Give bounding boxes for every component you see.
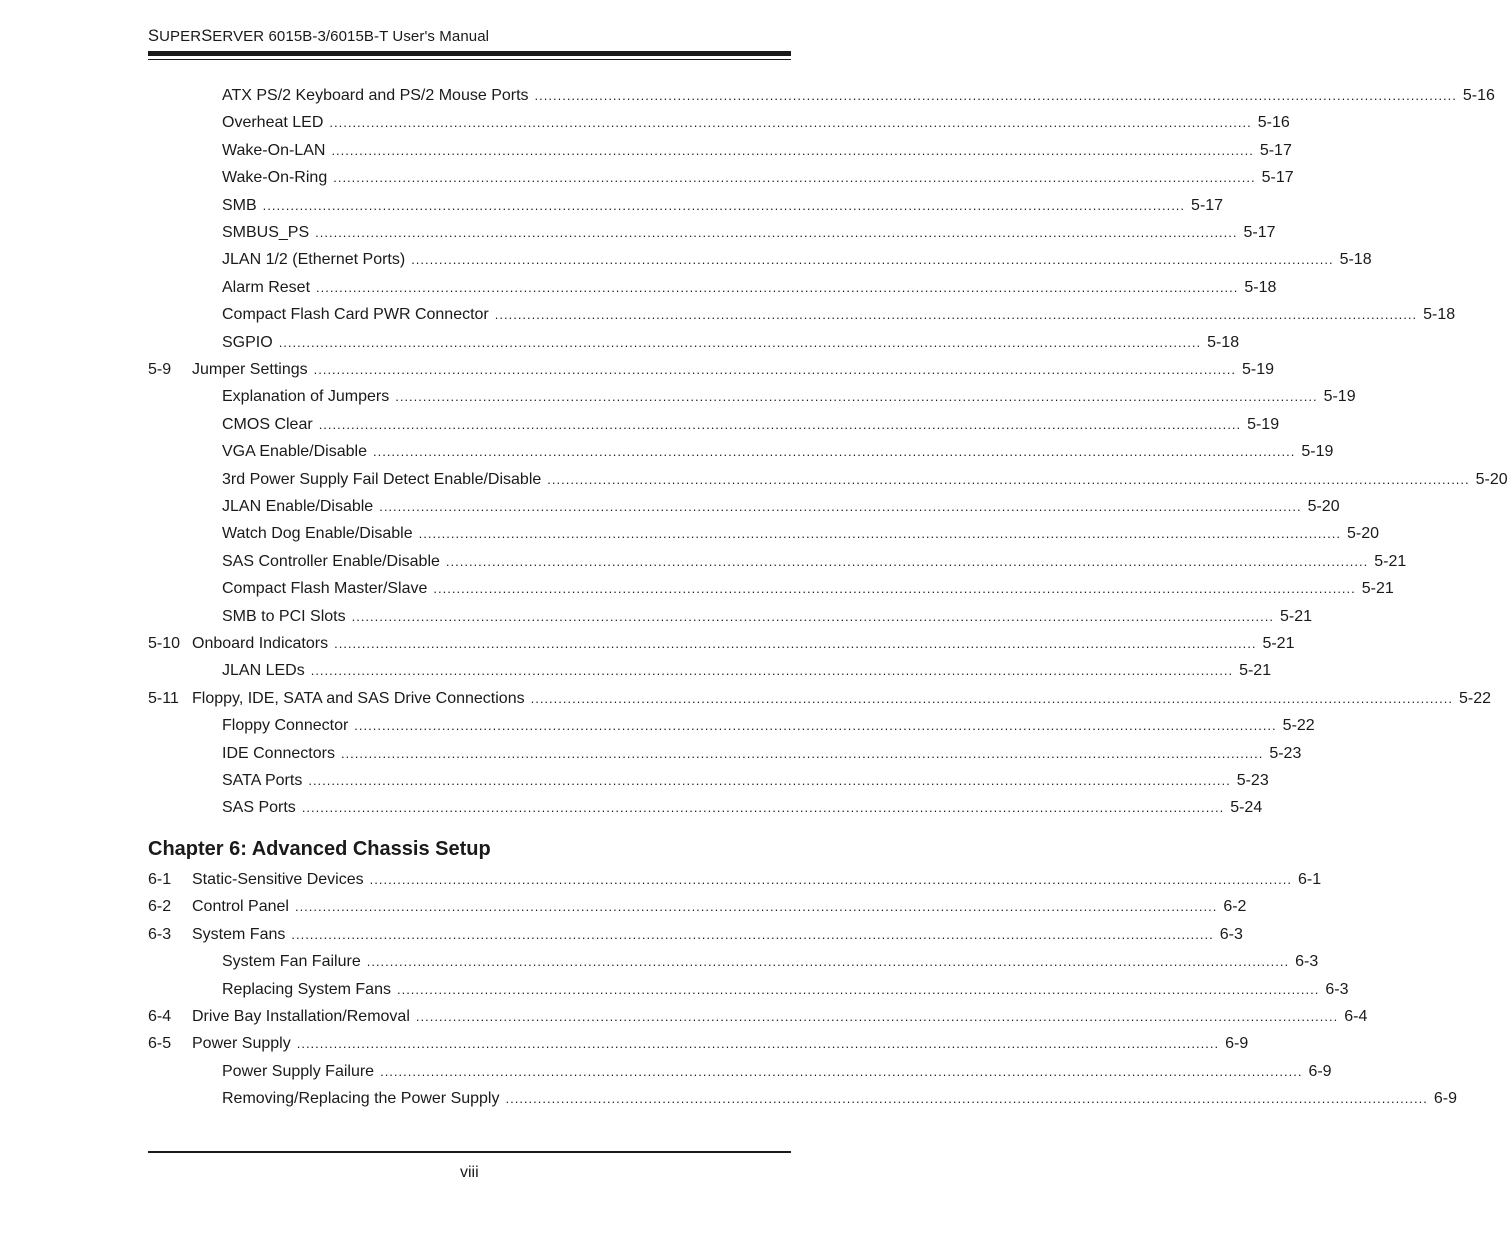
dot-leader: ........................................................................................................................................................................................................ (262, 197, 1186, 213)
header-title-rest: 6015B-3/6015B-T User's Manual (264, 28, 490, 45)
dot-leader: ........................................................................................................................................................................................................ (530, 690, 1453, 706)
toc-entry-line (222, 712, 1315, 739)
toc-entry-line (222, 466, 1508, 493)
toc-entry-page: 6-9 (1433, 1090, 1457, 1108)
toc-entry-page: 5-18 (1423, 306, 1456, 324)
dot-leader: ........................................................................................................................................................................................................ (369, 872, 1292, 887)
header-rule-thick (148, 51, 791, 56)
toc-entry[interactable] (148, 794, 1263, 821)
toc-entry-title: Onboard Indicators (192, 635, 329, 652)
toc-entry-page: 6-1 (1298, 871, 1322, 888)
header-smallcaps-1: UPER (159, 28, 202, 45)
toc-entry-title: SAS Ports (222, 799, 296, 817)
toc-entry-page: 5-20 (1347, 525, 1380, 543)
toc-entry-page: 6-3 (1295, 953, 1319, 971)
toc-entry[interactable] (148, 493, 1340, 520)
dot-leader: ........................................................................................................................................................................................................ (534, 88, 1457, 103)
toc-entry-line (222, 383, 1356, 410)
toc-entry-page: 6-2 (1223, 898, 1247, 916)
dot-leader: ........................................................................................................................................................................................................ (291, 926, 1214, 942)
dot-leader: ........................................................................................................................................................................................................ (547, 471, 1470, 487)
dot-leader: ........................................................................................................................................................................................................ (380, 1063, 1303, 1079)
toc-entry-line (222, 548, 1407, 575)
toc-entry[interactable] (148, 548, 1407, 575)
toc-entry-line (222, 246, 1372, 273)
toc-entry-title: Wake-On-LAN (222, 141, 326, 159)
toc-entry-line (222, 657, 1272, 684)
toc-entry-page: 5-19 (1241, 361, 1275, 378)
toc-entry[interactable] (148, 657, 1272, 684)
dot-leader: ........................................................................................................................................................................................................ (316, 279, 1239, 295)
chapter-heading: Chapter 6: Advanced Chassis Setup (148, 838, 491, 860)
dot-leader: ........................................................................................................................................................................................................ (411, 252, 1334, 268)
dot-leader: ........................................................................................................................................................................................................ (505, 1091, 1428, 1107)
toc-entry[interactable] (148, 438, 1334, 465)
toc-entry-line (192, 866, 1322, 893)
toc-entry-title: ATX PS/2 Keyboard and PS/2 Mouse Ports (222, 87, 529, 104)
toc-entry-title: VGA Enable/Disable (222, 443, 367, 461)
toc-entry-title: JLAN 1/2 (Ethernet Ports) (222, 251, 406, 269)
toc-entry[interactable] (148, 1085, 1457, 1112)
toc-entry-page: 5-17 (1261, 169, 1294, 187)
toc-entry-line (222, 192, 1224, 219)
toc-entry[interactable] (148, 466, 1508, 493)
toc-entry[interactable] (148, 520, 1380, 547)
toc-entry-page: 5-20 (1307, 498, 1340, 515)
toc-entry[interactable] (148, 767, 1269, 794)
toc-entry-line (192, 1030, 1249, 1057)
toc-entry-line (222, 603, 1312, 630)
toc-entry[interactable] (148, 685, 1491, 712)
dot-leader: ........................................................................................................................................................................................................ (334, 636, 1257, 651)
toc-entry[interactable] (148, 740, 1302, 767)
toc-entry-line (222, 1058, 1332, 1085)
toc-entry[interactable] (148, 109, 1290, 136)
toc-entry-page: 5-16 (1462, 87, 1495, 104)
toc-entry-line (192, 893, 1247, 920)
toc-entry-page: 5-21 (1239, 662, 1272, 680)
toc-entry[interactable] (148, 575, 1394, 602)
toc-entry-line (222, 301, 1456, 328)
toc-entry-title: CMOS Clear (222, 415, 313, 433)
toc-entry-page: 6-3 (1325, 980, 1349, 998)
dot-leader: ........................................................................................................................................................................................................ (318, 416, 1242, 432)
toc-entry-title: SMBUS_PS (222, 224, 310, 241)
toc-entry-line (222, 575, 1394, 602)
dot-leader: ........................................................................................................................................................................................................ (333, 170, 1256, 186)
toc-entry-line (222, 493, 1340, 520)
dot-leader: ........................................................................................................................................................................................................ (310, 663, 1234, 679)
toc-entry-page: 5-19 (1323, 388, 1356, 406)
dot-leader: ........................................................................................................................................................................................................ (366, 954, 1290, 970)
toc-entry-page: 5-18 (1244, 278, 1277, 296)
dot-leader: ........................................................................................................................................................................................................ (301, 800, 1225, 816)
dot-leader: ........................................................................................................................................................................................................ (351, 608, 1274, 624)
dot-leader: ........................................................................................................................................................................................................ (494, 307, 1418, 323)
toc-entry-title: Jumper Settings (192, 361, 308, 378)
toc-entry-page: 5-22 (1282, 717, 1315, 735)
toc-entry-title: JLAN LEDs (222, 662, 305, 680)
toc-entry-page: 5-17 (1191, 196, 1224, 214)
toc-entry[interactable] (148, 712, 1315, 739)
toc-entry-page: 5-23 (1236, 772, 1269, 789)
toc-entry-page: 5-22 (1458, 689, 1491, 707)
toc-entry-title: SATA Ports (222, 772, 303, 789)
toc-entry-title: Alarm Reset (222, 278, 311, 296)
dot-leader: ........................................................................................................................................................................................................ (433, 581, 1356, 597)
toc-entry-page: 5-21 (1361, 580, 1394, 598)
toc-entry[interactable] (148, 893, 1247, 920)
page-number: viii (460, 1164, 479, 1181)
toc-entry-title: Watch Dog Enable/Disable (222, 525, 413, 543)
toc-entry-page: 5-20 (1475, 470, 1508, 488)
toc-entry[interactable] (148, 383, 1356, 410)
toc-entry-title: SGPIO (222, 333, 273, 351)
toc-entry-line (192, 1003, 1368, 1030)
toc-entry-title: Floppy, IDE, SATA and SAS Drive Connections (192, 689, 525, 707)
toc-entry-line (222, 137, 1292, 164)
toc-entry-page: 5-17 (1243, 224, 1276, 241)
toc-entry-title: Explanation of Jumpers (222, 388, 390, 406)
toc-entry-number: 6-4 (148, 1008, 172, 1025)
toc-entry-number: 6-5 (148, 1035, 172, 1053)
toc-entry-line (222, 219, 1276, 246)
dot-leader: ........................................................................................................................................................................................................ (340, 745, 1264, 761)
dot-leader: ........................................................................................................................................................................................................ (396, 981, 1320, 997)
toc-entry-line (222, 948, 1319, 975)
toc-entry-title: Control Panel (192, 898, 289, 916)
dot-leader: ........................................................................................................................................................................................................ (415, 1009, 1339, 1024)
toc-entry-line (192, 630, 1295, 657)
dot-leader: ........................................................................................................................................................................................................ (308, 773, 1231, 788)
toc-entry-number: 6-3 (148, 925, 172, 943)
toc-entry-title: System Fan Failure (222, 953, 361, 971)
toc-entry-title: SMB to PCI Slots (222, 607, 346, 625)
toc-entry[interactable] (148, 301, 1456, 328)
toc-entry-page: 5-21 (1374, 552, 1407, 570)
toc-entry[interactable] (148, 164, 1294, 191)
dot-leader: ........................................................................................................................................................................................................ (418, 526, 1341, 542)
toc-entry-line (222, 520, 1380, 547)
toc-entry[interactable] (148, 192, 1224, 219)
toc-entry-title: Power Supply (192, 1035, 291, 1053)
toc-entry-line (222, 1085, 1457, 1112)
toc-entry-title: Static-Sensitive Devices (192, 871, 364, 888)
footer-rule (148, 1151, 791, 1153)
toc-entry[interactable] (148, 866, 1322, 893)
toc-entry-title: Wake-On-Ring (222, 169, 328, 187)
header-initial-2: S (201, 27, 213, 45)
toc-entry-page: 5-24 (1230, 799, 1263, 817)
toc-entry-page: 5-23 (1269, 744, 1302, 762)
toc-entry-number: 5-9 (148, 361, 172, 378)
toc-entry-title: IDE Connectors (222, 744, 335, 762)
toc-entry-line (222, 164, 1294, 191)
toc-entry[interactable] (148, 1030, 1249, 1057)
toc-entry-line (222, 329, 1240, 356)
toc-entry[interactable] (148, 921, 1243, 948)
toc-entry[interactable] (148, 246, 1372, 273)
toc-entry[interactable] (148, 219, 1276, 246)
dot-leader: ........................................................................................................................................................................................................ (329, 115, 1252, 131)
dot-leader: ........................................................................................................................................................................................................ (372, 444, 1296, 460)
toc-entry-line (192, 356, 1275, 383)
dot-leader: ........................................................................................................................................................................................................ (313, 362, 1236, 377)
toc-entry-page: 6-9 (1308, 1062, 1332, 1080)
dot-leader: ........................................................................................................................................................................................................ (315, 225, 1238, 240)
toc-entry[interactable] (148, 948, 1319, 975)
toc-entry-number: 6-1 (148, 871, 172, 888)
dot-leader: ........................................................................................................................................................................................................ (294, 899, 1218, 915)
toc-entry[interactable] (148, 1003, 1368, 1030)
toc-entry-page: 5-16 (1257, 114, 1290, 132)
toc-entry[interactable] (148, 603, 1312, 630)
toc-entry-line (192, 685, 1491, 712)
toc-entry-title: System Fans (192, 925, 286, 943)
dot-leader: ........................................................................................................................................................................................................ (354, 718, 1277, 734)
toc-entry-title: JLAN Enable/Disable (222, 498, 374, 515)
toc-entry-page: 6-9 (1225, 1035, 1249, 1053)
toc-entry-number: 5-10 (148, 635, 181, 652)
toc-entry-page: 5-21 (1279, 607, 1312, 625)
toc-entry-title: SMB (222, 196, 257, 214)
dot-leader: ........................................................................................................................................................................................................ (445, 553, 1369, 569)
toc-entry-page: 5-18 (1339, 251, 1372, 269)
toc-entry-number: 6-2 (148, 898, 172, 916)
toc-entry-page: 6-3 (1219, 925, 1243, 943)
dot-leader: ........................................................................................................................................................................................................ (395, 389, 1318, 405)
header-rule-thin (148, 59, 791, 60)
toc-entry-title: Overheat LED (222, 114, 324, 132)
toc-entry[interactable] (148, 411, 1280, 438)
dot-leader: ........................................................................................................................................................................................................ (296, 1036, 1220, 1052)
toc-entry-title: Power Supply Failure (222, 1062, 375, 1080)
toc-entry-number: 5-11 (148, 689, 179, 707)
toc-entry-line (222, 740, 1302, 767)
toc-entry-line (222, 767, 1269, 794)
dot-leader: ........................................................................................................................................................................................................ (331, 142, 1254, 158)
toc-entry[interactable] (148, 630, 1295, 657)
toc-entry-page: 5-18 (1207, 333, 1240, 351)
toc-entry-title: SAS Controller Enable/Disable (222, 552, 440, 570)
toc-entry-page: 5-19 (1301, 443, 1334, 461)
toc-entry-page: 5-21 (1262, 635, 1295, 652)
toc-entry-title: Removing/Replacing the Power Supply (222, 1090, 500, 1108)
toc-entry[interactable] (148, 976, 1349, 1003)
dot-leader: ........................................................................................................................................................................................................ (379, 499, 1302, 514)
toc-entry-line (222, 411, 1280, 438)
toc-entry[interactable] (148, 329, 1240, 356)
toc-entry[interactable] (148, 137, 1292, 164)
toc-entry-line (222, 794, 1263, 821)
header-smallcaps-2: ERVER (212, 28, 265, 45)
toc-entry-title: Floppy Connector (222, 717, 349, 735)
toc-entry-title: Compact Flash Master/Slave (222, 580, 428, 598)
toc-entry-line (222, 109, 1290, 136)
toc-entry-page: 5-17 (1259, 141, 1292, 159)
toc-entry-line (222, 438, 1334, 465)
toc-entry-page: 6-4 (1344, 1008, 1368, 1025)
toc-entry[interactable] (148, 356, 1275, 383)
toc-entry-title: Drive Bay Installation/Removal (192, 1008, 410, 1025)
dot-leader: ........................................................................................................................................................................................................ (278, 334, 1202, 350)
toc-entry[interactable] (148, 82, 1495, 109)
toc-entry-line (222, 82, 1495, 109)
header-initial-1: S (148, 27, 160, 45)
toc-entry-title: Replacing System Fans (222, 980, 391, 998)
toc-entry-line (222, 976, 1349, 1003)
running-header (148, 27, 489, 46)
toc-entry-line (222, 274, 1277, 301)
toc-entry-title: 3rd Power Supply Fail Detect Enable/Disable (222, 470, 542, 488)
toc-entry[interactable] (148, 1058, 1332, 1085)
toc-entry-title: Compact Flash Card PWR Connector (222, 306, 489, 324)
toc-entry[interactable] (148, 274, 1277, 301)
toc-entry-line (192, 921, 1243, 948)
toc-entry-page: 5-19 (1247, 415, 1280, 433)
